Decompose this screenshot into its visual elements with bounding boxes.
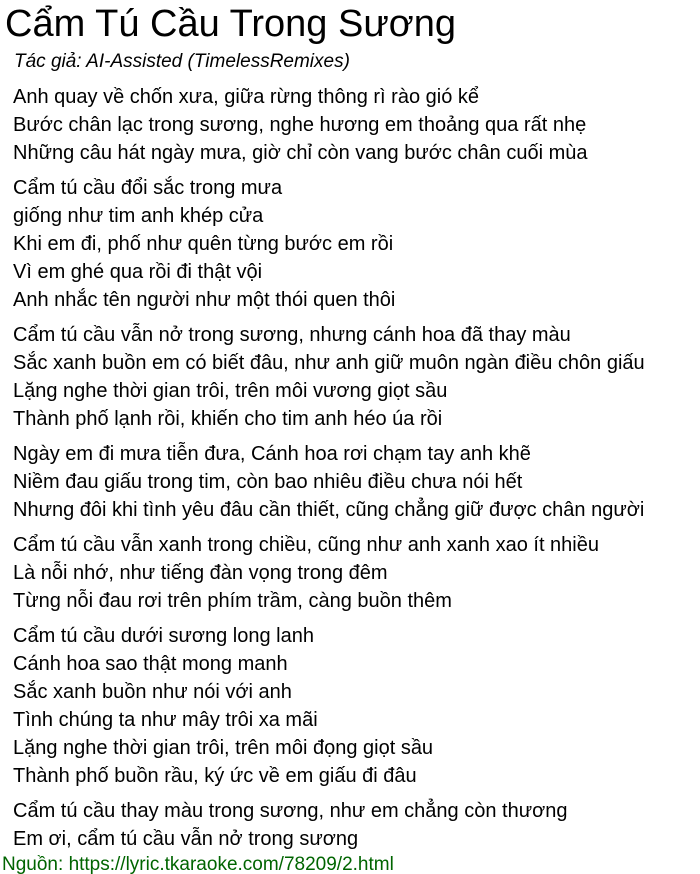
- lyric-line: Nhưng đôi khi tình yêu đâu cần thiết, cũng chẳng giữ được chân người: [13, 499, 645, 521]
- verse: [13, 83, 700, 167]
- lyric-line: Anh nhắc tên người như một thói quen thôi: [13, 289, 396, 311]
- lyrics-page: [0, 2, 700, 874]
- lyric-line: Cẩm tú cầu đổi sắc trong mưa: [13, 177, 283, 199]
- lyrics-body: [0, 83, 700, 853]
- verse: [13, 440, 700, 524]
- lyric-line: Cẩm tú cầu dưới sương long lanh: [13, 625, 314, 647]
- lyric-line: Thành phố buồn rầu, ký ức về em giấu đi đâu: [13, 765, 417, 787]
- lyric-line: Em ơi, cẩm tú cầu vẫn nở trong sương: [13, 828, 359, 850]
- verse: [13, 797, 700, 853]
- lyric-line: Sắc xanh buồn em có biết đâu, như anh giữ muôn ngàn điều chôn giấu: [13, 352, 645, 374]
- lyric-line: Vì em ghé qua rồi đi thật vội: [13, 261, 263, 283]
- lyric-line: Lặng nghe thời gian trôi, trên môi đọng giọt sầu: [13, 737, 434, 759]
- lyric-line: Cẩm tú cầu vẫn xanh trong chiều, cũng như anh xanh xao ít nhiều: [13, 534, 599, 556]
- source-line: [0, 854, 700, 874]
- verse: [13, 321, 700, 433]
- verse: [13, 531, 700, 615]
- lyric-line: giống như tim anh khép cửa: [13, 205, 264, 227]
- author-line: Tác giả: AI-Assisted (TimelessRemixes): [14, 51, 350, 72]
- lyric-line: Cẩm tú cầu vẫn nở trong sương, nhưng cánh hoa đã thay màu: [13, 324, 571, 346]
- lyric-line: Anh quay về chốn xưa, giữa rừng thông rì rào gió kể: [13, 86, 479, 108]
- lyric-line: Khi em đi, phố như quên từng bước em rồi: [13, 233, 394, 255]
- source-label: Nguồn:: [2, 854, 64, 874]
- lyric-line: Lặng nghe thời gian trôi, trên môi vương giọt sầu: [13, 380, 448, 402]
- lyric-line: Từng nỗi đau rơi trên phím trầm, càng buồn thêm: [13, 590, 452, 612]
- lyric-line: Thành phố lạnh rồi, khiến cho tim anh héo úa rồi: [13, 408, 443, 430]
- verse: [13, 622, 700, 790]
- song-title: Cẩm Tú Cầu Trong Sương: [5, 3, 456, 45]
- source-link[interactable]: https://lyric.tkaraoke.com/78209/2.html: [68, 854, 394, 874]
- lyric-line: Niềm đau giấu trong tim, còn bao nhiêu điều chưa nói hết: [13, 471, 523, 493]
- lyric-line: Tình chúng ta như mây trôi xa mãi: [13, 709, 318, 731]
- lyric-line: Những câu hát ngày mưa, giờ chỉ còn vang bước chân cuối mùa: [13, 142, 588, 164]
- lyric-line: Là nỗi nhớ, như tiếng đàn vọng trong đêm: [13, 562, 388, 584]
- lyric-line: Sắc xanh buồn như nói với anh: [13, 681, 292, 703]
- verse: [13, 174, 700, 314]
- lyric-line: Ngày em đi mưa tiễn đưa, Cánh hoa rơi chạm tay anh khẽ: [13, 443, 531, 465]
- lyric-line: Cẩm tú cầu thay màu trong sương, như em chẳng còn thương: [13, 800, 568, 822]
- lyric-line: Bước chân lạc trong sương, nghe hương em thoảng qua rất nhẹ: [13, 114, 587, 136]
- lyric-line: Cánh hoa sao thật mong manh: [13, 653, 288, 675]
